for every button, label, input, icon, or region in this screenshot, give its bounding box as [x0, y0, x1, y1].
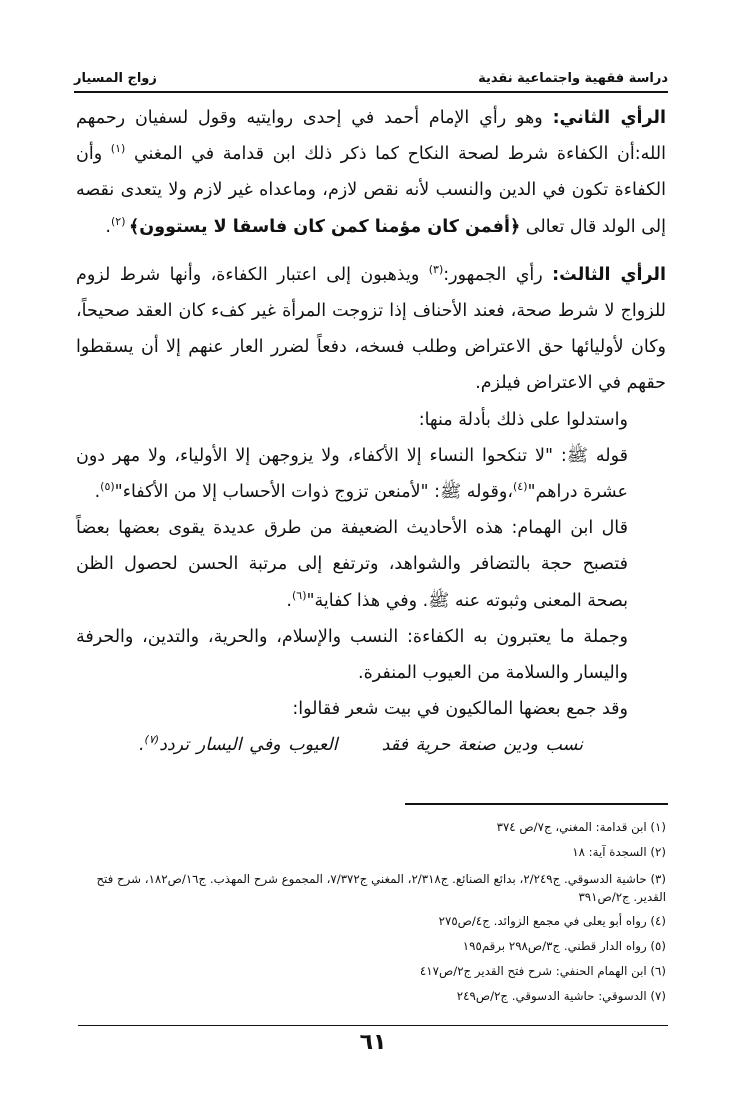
- footnote-separator: [405, 803, 668, 805]
- poem-hemistich-second: [139, 727, 338, 763]
- second-opinion-label: الرأي الثاني:: [552, 108, 666, 128]
- paragraph-evidence-intro: واستدلوا على ذلك بأدلة منها:: [418, 409, 628, 430]
- footnote-2: (٢) السجدة آية: ١٨: [572, 845, 666, 859]
- header-book-subtitle: دراسة فقهية واجتماعية نقدية: [478, 71, 668, 86]
- main-text: [76, 100, 666, 764]
- third-opinion-label: الرأي الثالث:: [552, 264, 666, 285]
- paragraph-text: وهو رأي الإمام أحمد في إحدى روايتيه وقول لسفيان رحمهم الله:أن الكفاءة شرط لصحة النكاح كما ذكر ذلك ابن قدامة في المغني: [76, 108, 666, 165]
- paragraph-text: ويذهبون إلى اعتبار الكفاءة، وأنها شرط لزوم للزواج لا شرط صحة، فعند الأحناف إذا تزوجت المرأة غير كفء كان العقد صحيحاً، وكان لأوليائها حق الاعتراض وطلب فسخه، دفعاً لضرر العار عنهم إلا أن يسقطوا حقهم في الاعتراض فيلزم.: [76, 264, 666, 394]
- paragraph-text: قال ابن الهمام: هذه الأحاديث الضعيفة من طرق عديدة يقوى بعضها بعضاً فتصبح حجة بالتضافر والشواهد، وترتفع إلى مرتبة الحسن لحصول الظن بصحة المعنى وثبوته عنه ﷺ. وفي هذا كفاية": [76, 518, 628, 611]
- footnote-ref-6: (٦): [291, 588, 307, 602]
- paragraph-poem-intro: وقد جمع بعضها المالكيون في بيت شعر فقالوا:: [292, 699, 628, 720]
- footnote-7: (٧) الدسوقي: حاشية الدسوقي. ج٢/ص٢٤٩: [456, 989, 666, 1003]
- footnote-ref-2: (٢): [110, 214, 129, 228]
- footnote-ref-5: (٥): [100, 480, 115, 494]
- footer-rule: [78, 1025, 668, 1026]
- poem-verse: [76, 727, 666, 763]
- paragraph-ibn-al-humam: [76, 510, 666, 619]
- footnote-5: (٥) رواه الدار قطني. ج٣/ص٢٩٨ برقم١٩٥: [462, 939, 666, 953]
- paragraph-text: قوله ﷺ: "لا تنكحوا النساء إلا الأكفاء، ولا يزوجهن إلا الأولياء، ولا مهر دون عشرة دراهم": [76, 445, 628, 503]
- footnote-ref-1: (١): [110, 142, 126, 156]
- punctuation: .: [105, 216, 111, 237]
- footnote-6: (٦) ابن الهمام الحنفي: شرح فتح القدير ج٢/ص٤١٧: [419, 964, 666, 978]
- punctuation: .: [94, 482, 101, 503]
- poem-hemistich-first: نسب ودين صنعة حرية فقد: [381, 735, 584, 756]
- page-number: ٦١: [359, 1030, 387, 1055]
- footnote-3: (٣) حاشية الدسوقي. ج٢/٢٤٩، بدائع الصنائع. ج٢/٣١٨، المغني ج٧/٣٧٢، المجموع شرح المهذب. ج١٦/ص١٨٢، شرح فتح القدير. ج٢/ص٣٩١: [96, 872, 666, 904]
- header-rule: [74, 91, 668, 93]
- footnote-1: (١) ابن قدامة: المغني، ج٧/ص ٣٧٤: [496, 820, 666, 834]
- footnote-ref-7: (٧): [144, 733, 160, 747]
- paragraph-hadith: [76, 438, 666, 510]
- punctuation: .: [138, 735, 145, 756]
- paragraph-text: ،وقوله ﷺ: "لأمنعن تزوج ذوات الأحساب إلا من الأكفاء": [114, 482, 513, 503]
- paragraph-text: وأن الكفاءة تكون في الدين والنسب لأنه نقص لازم، وماعداه غير لازم ولا يتعدى نقصه إلى الولد قال تعالى: [76, 144, 666, 237]
- header-book-title: زواج المسيار: [74, 71, 157, 86]
- footnotes: [78, 815, 666, 1009]
- paragraph-criteria: وجملة ما يعتبرون به الكفاءة: النسب والإسلام، والحرية، والتدين، والحرفة واليسار والسلامة من العيوب المنفرة.: [76, 626, 628, 684]
- paragraph-third-opinion: [76, 257, 666, 402]
- punctuation: .: [286, 590, 292, 611]
- footnote-ref-3: (٣): [428, 262, 444, 276]
- footnote-4: (٤) رواه أبو يعلى في مجمع الزوائد. ج٤/ص٢٧٥: [438, 914, 666, 928]
- quran-verse: ﴿أفمن كان مؤمنا كمن كان فاسقا لا يستوون﴾: [129, 216, 521, 237]
- footnote-ref-4: (٤): [513, 480, 528, 494]
- poem-text: العيوب وفي اليسار تردد: [159, 735, 338, 756]
- paragraph-second-opinion: [76, 100, 666, 245]
- paragraph-text: رأي الجمهور:: [443, 264, 553, 285]
- running-header: [74, 62, 668, 86]
